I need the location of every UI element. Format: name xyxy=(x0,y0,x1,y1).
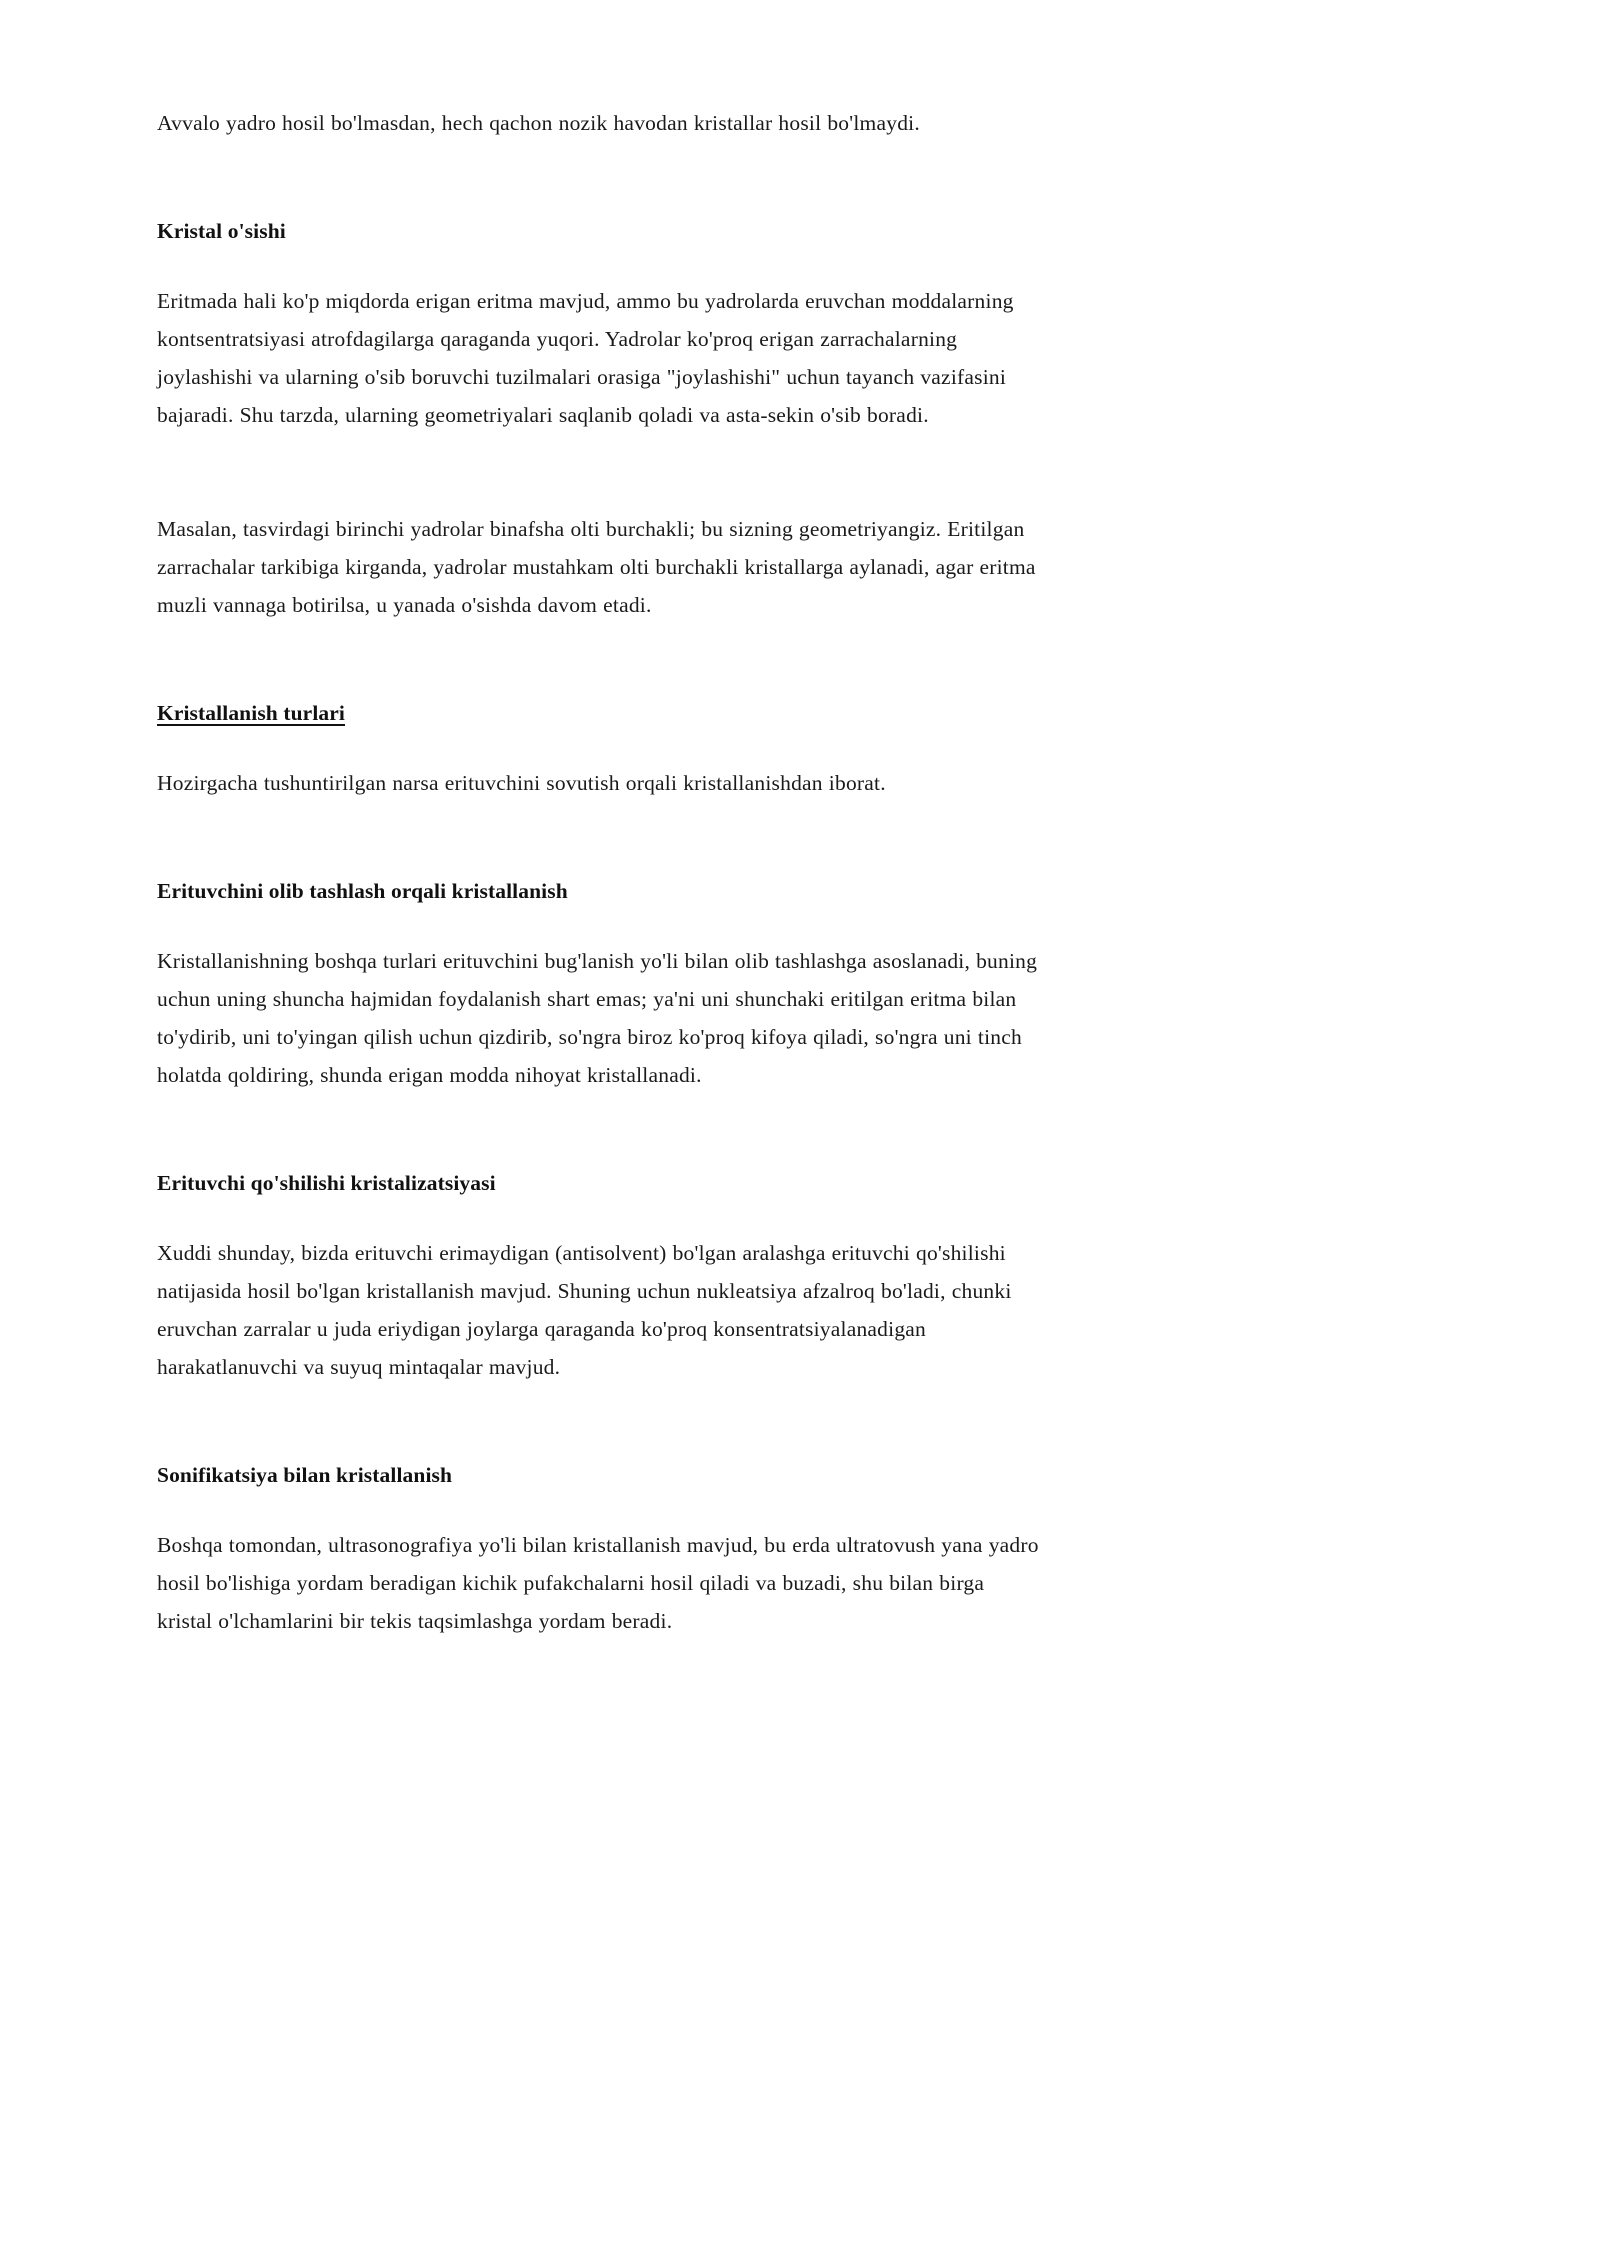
paragraph-sonification: Boshqa tomondan, ultrasonografiya yo'li bilan kristallanish mavjud, bu erda ultratovush yana yadro hosil bo'lishiga yordam beradigan kichik pufakchalarni hosil qiladi va buzadi, shu bilan birga kristal o'lchamlarini bir tekis taqsimlashga yordam beradi. xyxy=(157,1533,1039,1633)
paragraph-crystal-growth: Eritmada hali ko'p miqdorda erigan eritma mavjud, ammo bu yadrolarda eruvchan moddalarning kontsentratsiyasi atrofdagilarga qaraganda yuqori. Yadrolar ko'proq erigan zarrachalarning joylashishi va ularning o'sib boruvchi tuzilmalari orasiga "joylashishi" uchun tayanch vazifasini bajaradi. Shu tarzda, ularning geometriyalari saqlanib qoladi va asta-sekin o'sib boradi. xyxy=(157,289,1014,427)
document-text-column xyxy=(157,104,1043,1676)
heading-crystallization-types: Kristallanish turlari xyxy=(157,701,345,725)
paragraph-cooling: Hozirgacha tushuntirilgan narsa erituvchini sovutish orqali kristallanishdan iborat. xyxy=(157,771,886,795)
heading-antisolvent: Erituvchi qo'shilishi kristalizatsiyasi xyxy=(157,1171,496,1195)
heading-sonification: Sonifikatsiya bilan kristallanish xyxy=(157,1463,453,1487)
intro-paragraph: Avvalo yadro hosil bo'lmasdan, hech qachon nozik havodan kristallar hosil bo'lmaydi. xyxy=(157,111,920,135)
heading-solvent-removal: Erituvchini olib tashlash orqali kristallanish xyxy=(157,879,568,903)
heading-crystal-growth: Kristal o'sishi xyxy=(157,219,286,243)
paragraph-solvent-removal: Kristallanishning boshqa turlari erituvchini bug'lanish yo'li bilan olib tashlashga asoslanadi, buning uchun uning shuncha hajmidan foydalanish shart emas; ya'ni uni shunchaki eritilgan eritma bilan to'ydirib, uni to'yingan qilish uchun qizdirib, so'ngra biroz ko'proq kifoya qiladi, so'ngra uni tinch holatda qoldiring, shunda erigan modda nihoyat kristallanadi. xyxy=(157,949,1038,1087)
paragraph-spacer xyxy=(157,470,1043,510)
paragraph-antisolvent: Xuddi shunday, bizda erituvchi erimaydigan (antisolvent) bo'lgan aralashga erituvchi qo'shilishi natijasida hosil bo'lgan kristallanish mavjud. Shuning uchun nukleatsiya afzalroq bo'ladi, chunki eruvchan zarralar u juda eriydigan joylarga qaraganda ko'proq konsentratsiyalanadigan harakatlanuvchi va suyuq mintaqalar mavjud. xyxy=(157,1241,1012,1379)
paragraph-example: Masalan, tasvirdagi birinchi yadrolar binafsha olti burchakli; bu sizning geometriyangiz. Eritilgan zarrachalar tarkibiga kirganda, yadrolar mustahkam olti burchakli kristallarga aylanadi, agar eritma muzli vannaga botirilsa, u yanada o'sishda davom etadi. xyxy=(157,517,1036,617)
